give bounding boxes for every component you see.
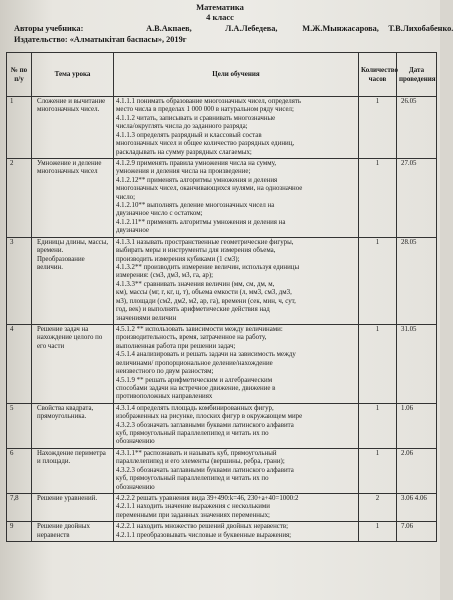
goal-line: изображенных на рисунке, плоских фигур в окружающем мире bbox=[116, 413, 303, 421]
goal-line: 4.1.1.1 понимать образование многозначных чисел, определять bbox=[116, 98, 302, 105]
lesson-date: 7.06 bbox=[397, 522, 437, 542]
goal-line: переменными при заданных значениях переменных; bbox=[116, 511, 270, 519]
row-number: 5 bbox=[7, 403, 32, 448]
goal-line: обозначению bbox=[116, 483, 155, 491]
goal-line: 4.1.2.12** применять алгоритмы умножения и деления bbox=[116, 176, 278, 184]
table-row bbox=[7, 237, 437, 324]
lesson-date: 31.05 bbox=[397, 324, 437, 403]
lesson-topic: Единицы длины, массы, времени. Преобразование величин. bbox=[32, 237, 114, 324]
lesson-topic: Сложение и вычитание многозначных чисел. bbox=[32, 97, 114, 159]
grade-title: 4 класс bbox=[206, 12, 234, 22]
hours-count: 1 bbox=[359, 522, 397, 542]
goal-line: 4.1.2.10** выполнять деление многозначных чисел на bbox=[116, 202, 275, 210]
header-hours: Количество часов bbox=[359, 53, 397, 97]
goal-line: 4.2.2.1 находить множество решений двойных неравенств; bbox=[116, 523, 289, 531]
learning-goals bbox=[114, 403, 359, 448]
goal-line: производить измерения кубиками (1 см3); bbox=[116, 255, 240, 263]
learning-goals bbox=[114, 237, 359, 324]
hours-count: 1 bbox=[359, 324, 397, 403]
lesson-date: 2.06 bbox=[397, 448, 437, 493]
goal-line: производительность, время, затраченное на работу, bbox=[116, 334, 267, 342]
goal-line: умножения и деления числа на произведение; bbox=[116, 168, 251, 176]
goal-line: выполненная работа при решении задач; bbox=[116, 342, 236, 350]
goal-line: 4.1.2.11** применять алгоритмы умножения и деления на bbox=[116, 218, 286, 226]
lesson-date: 27.05 bbox=[397, 158, 437, 237]
lesson-date: 1.06 bbox=[397, 403, 437, 448]
goal-line: выбирать меры и инструменты для измерения объема, bbox=[116, 247, 276, 255]
learning-goals bbox=[114, 324, 359, 403]
goal-line: куб, прямоугольный параллелепипед и читать их по bbox=[116, 430, 269, 438]
table-row bbox=[7, 403, 437, 448]
table-row bbox=[7, 97, 437, 159]
goal-line: место числа в пределах 1 000 000 в натуральном ряду чисел; bbox=[116, 106, 294, 114]
goal-line: значениями величин bbox=[116, 314, 177, 322]
learning-goals bbox=[114, 448, 359, 493]
goal-line: способами задачи на встречное движение, движение в bbox=[116, 384, 276, 392]
goal-line: противоположных направлениях bbox=[116, 393, 213, 401]
goal-line: 4.2.1.1 преобразовывать числовые и буквенные выражения; bbox=[116, 531, 292, 539]
table-row bbox=[7, 324, 437, 403]
lesson-topic: Умножение и деление многозначных чисел bbox=[32, 158, 114, 237]
row-number: 1 bbox=[7, 97, 32, 159]
header-date: Дата проведения bbox=[397, 53, 437, 97]
goal-line: год, век) и выполнять арифметические действия над bbox=[116, 306, 270, 314]
row-number: 7,8 bbox=[7, 493, 32, 521]
goal-line: обозначению bbox=[116, 438, 155, 446]
goal-line: 4.2.1.1 находить значение выражения с несколькими bbox=[116, 503, 270, 511]
lesson-date: 3.06 4.06 bbox=[397, 493, 437, 521]
table-row bbox=[7, 448, 437, 493]
lesson-plan-table bbox=[6, 52, 437, 542]
goal-line: 4.3.2.3 обозначать заглавными буквами латинского алфавита bbox=[116, 466, 294, 474]
goal-line: двузначное число с остатком; bbox=[116, 210, 203, 218]
author-4: Т.В.Лихобабенко. bbox=[388, 24, 453, 33]
lesson-topic: Свойства квадрата, прямоугольника. bbox=[32, 403, 114, 448]
table-row bbox=[7, 493, 437, 521]
goal-line: параллелепипед и его элементы (вершины, ребра, грани); bbox=[116, 458, 285, 466]
goal-line: многозначных чисел, оканчивающихся нулями, на однозначное bbox=[116, 185, 303, 193]
learning-goals bbox=[114, 522, 359, 542]
row-number: 6 bbox=[7, 448, 32, 493]
goal-line: 4.3.1.1** распознавать и называть куб, прямоугольный bbox=[116, 449, 277, 457]
goal-line: 4.1.3.1 называть пространственные геометрические фигуры, bbox=[116, 238, 294, 246]
learning-goals bbox=[114, 493, 359, 521]
goal-line: м3), площади (см2, дм2, м2, ар, га), времени (сек, мин, ч, сут, bbox=[116, 297, 296, 305]
authors-label: Авторы учебника: bbox=[14, 24, 84, 33]
goal-line: двузначное bbox=[116, 227, 149, 235]
header-goals: Цели обучения bbox=[114, 53, 359, 97]
goal-line: 4.1.3.2** производить измерение величин, используя единицы bbox=[116, 264, 300, 272]
goal-line: число; bbox=[116, 193, 136, 201]
publisher-line: Издательство: «Алматыкітап баспасы», 2019г bbox=[14, 35, 187, 44]
hours-count: 2 bbox=[359, 493, 397, 521]
goal-line: куб, прямоугольный параллелепипед и читать их по bbox=[116, 475, 269, 483]
goal-line: км), массы (мг, г, кг, ц, т), объема емкости (л, мм3, см3, дм3, bbox=[116, 289, 292, 297]
lesson-topic: Решение двойных неравенств bbox=[32, 522, 114, 542]
goal-line: числа/округлять числа до заданного разряда; bbox=[116, 123, 248, 131]
table-header-row bbox=[7, 53, 437, 97]
lesson-topic: Решение уравнений. bbox=[32, 493, 114, 521]
goal-line: 4.5.1.9 ** решать арифметическим и алгебраическим bbox=[116, 376, 273, 384]
goal-line: неизвестного по двум разностям; bbox=[116, 368, 214, 376]
row-number: 2 bbox=[7, 158, 32, 237]
subject-title: Математика bbox=[196, 2, 244, 12]
hours-count: 1 bbox=[359, 403, 397, 448]
table-row bbox=[7, 158, 437, 237]
lesson-date: 26.05 bbox=[397, 97, 437, 159]
lesson-topic: Нахождение периметра и площади. bbox=[32, 448, 114, 493]
row-number: 3 bbox=[7, 237, 32, 324]
goal-line: раскладывать на сумму разрядных слагаемых; bbox=[116, 148, 252, 156]
authors-line bbox=[14, 24, 453, 33]
lesson-date: 28.05 bbox=[397, 237, 437, 324]
header-topic: Тема урока bbox=[32, 53, 114, 97]
row-number: 9 bbox=[7, 522, 32, 542]
goal-line: 4.5.1.2 ** использовать зависимости между величинами: bbox=[116, 325, 283, 333]
author-3: М.Ж.Мынжасарова, bbox=[302, 24, 379, 33]
hours-count: 1 bbox=[359, 448, 397, 493]
goal-line: 4.2.2.2 решать уравнения вида 39+490:k=46, 230+а+40=1000:2 bbox=[116, 494, 299, 502]
learning-goals bbox=[114, 97, 359, 159]
author-2: Л.А.Лебедева, bbox=[225, 24, 278, 33]
hours-count: 1 bbox=[359, 97, 397, 159]
table-row bbox=[7, 522, 437, 542]
header-num: № по п/у bbox=[7, 53, 32, 97]
row-number: 4 bbox=[7, 324, 32, 403]
goal-line: 4.3.2.3 обозначать заглавными буквами латинского алфавита bbox=[116, 421, 294, 429]
learning-goals bbox=[114, 158, 359, 237]
author-1: А.В.Акпаев, bbox=[146, 24, 192, 33]
goal-line: величинами/ пропорциональное деление/нахождение bbox=[116, 359, 273, 367]
goal-line: многозначных чисел и общее количество разрядных единиц, bbox=[116, 140, 295, 148]
goal-line: 4.1.3.3** сравнивать значения величин (мм, см, дм, м, bbox=[116, 280, 275, 288]
goal-line: 4.1.1.2 читать, записывать и сравнивать многозначные bbox=[116, 114, 276, 122]
goal-line: 4.3.1.4 определять площадь комбинированных фигур, bbox=[116, 404, 274, 412]
lesson-topic: Решение задач на нахождение целого по его части bbox=[32, 324, 114, 403]
goal-line: 4.5.1.4 анализировать и решать задачи на зависимость между bbox=[116, 351, 296, 359]
goal-line: 4.1.2.9 применять правила умножения числа на сумму, bbox=[116, 159, 277, 167]
hours-count: 1 bbox=[359, 237, 397, 324]
goal-line: 4.1.1.3 определять разрядный и классовый состав bbox=[116, 131, 262, 139]
goal-line: измерения: (см3, дм3, м3, га, ар); bbox=[116, 272, 214, 280]
hours-count: 1 bbox=[359, 158, 397, 237]
